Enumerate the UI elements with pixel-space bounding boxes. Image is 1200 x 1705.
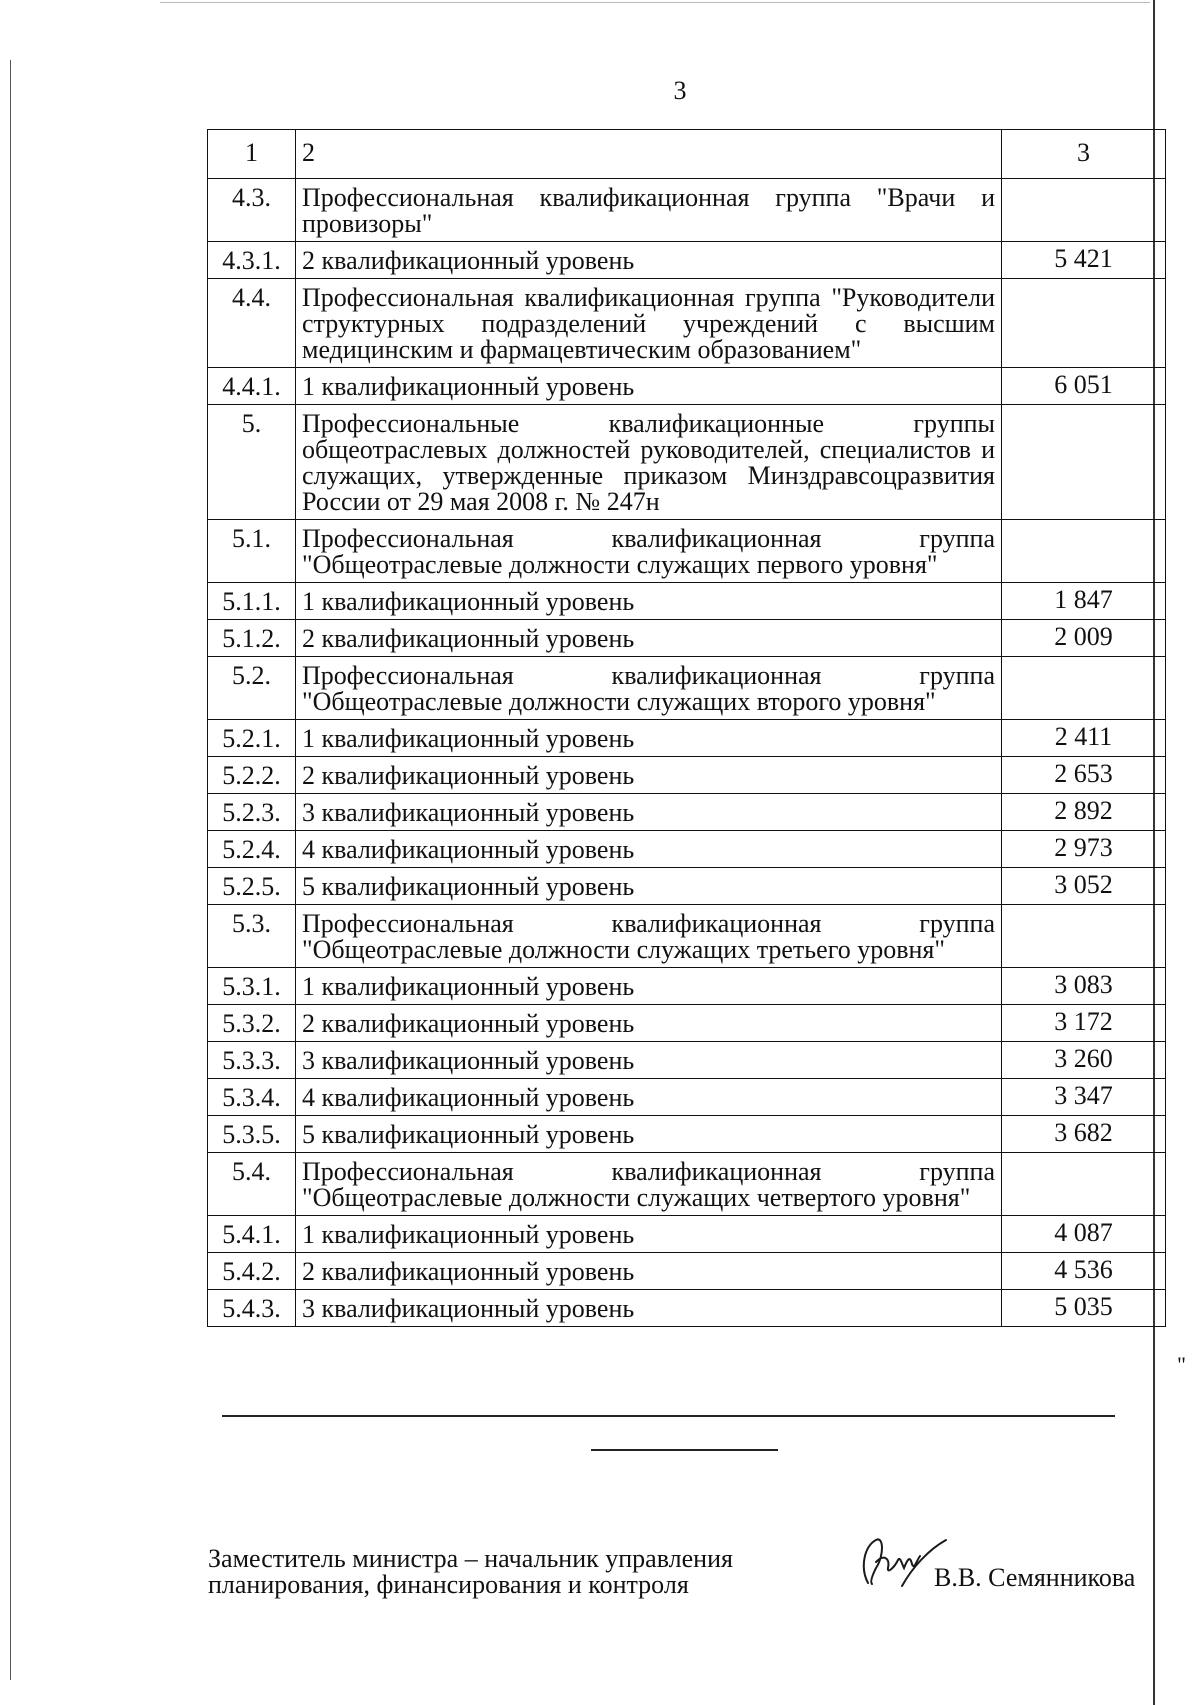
- signer-title-line-2: планирования, финансирования и контроля: [208, 1570, 689, 1599]
- table-row: [208, 794, 1166, 831]
- row-number: 5.3.4.: [208, 1079, 296, 1116]
- row-description: 1 квалификационный уровень: [296, 1216, 1002, 1253]
- header-col-3: 3: [1002, 130, 1166, 179]
- closing-quote: ": [1177, 1352, 1186, 1377]
- table-row: [208, 1253, 1166, 1290]
- table-row: [208, 179, 1166, 242]
- table-row: [208, 868, 1166, 905]
- row-value: 3 052: [1002, 868, 1166, 905]
- row-number: 5.2.1.: [208, 720, 296, 757]
- row-description: 2 квалификационный уровень: [296, 242, 1002, 279]
- row-value: 4 087: [1002, 1216, 1166, 1253]
- signer-title-line-1: Заместитель министра – начальник управления: [208, 1544, 733, 1573]
- table-row: [208, 1116, 1166, 1153]
- table-header-row: [208, 130, 1166, 179]
- page-number: 3: [673, 76, 687, 105]
- row-number: 5.4.2.: [208, 1253, 296, 1290]
- row-value: 2 009: [1002, 620, 1166, 657]
- row-number: 5.2.: [208, 657, 296, 720]
- row-description: 2 квалификационный уровень: [296, 1253, 1002, 1290]
- table-row: [208, 520, 1166, 583]
- row-number: 5.3.2.: [208, 1005, 296, 1042]
- row-description: 5 квалификационный уровень: [296, 1116, 1002, 1153]
- row-description: 1 квалификационный уровень: [296, 368, 1002, 405]
- row-value: [1002, 520, 1166, 583]
- row-number: 5.3.5.: [208, 1116, 296, 1153]
- row-description: Профессиональная квалификационная группа "Врачи и провизоры": [296, 179, 1002, 242]
- row-description: 1 квалификационный уровень: [296, 968, 1002, 1005]
- row-value: 1 847: [1002, 583, 1166, 620]
- row-number: 5.1.: [208, 520, 296, 583]
- row-description: Профессиональная квалификационная группа "Общеотраслевые должности служащих четвертого уровня": [296, 1153, 1002, 1216]
- row-value: 3 682: [1002, 1116, 1166, 1153]
- row-value: 2 653: [1002, 757, 1166, 794]
- table-row: [208, 1042, 1166, 1079]
- table-row: [208, 242, 1166, 279]
- row-value: [1002, 905, 1166, 968]
- row-number: 5.1.2.: [208, 620, 296, 657]
- row-value: 4 536: [1002, 1253, 1166, 1290]
- header-col-1: 1: [208, 130, 296, 179]
- scan-edge-left: [10, 60, 11, 1680]
- row-value: 3 083: [1002, 968, 1166, 1005]
- row-number: 5.1.1.: [208, 583, 296, 620]
- row-number: 5.2.5.: [208, 868, 296, 905]
- row-description: 3 квалификационный уровень: [296, 1042, 1002, 1079]
- row-number: 4.4.1.: [208, 368, 296, 405]
- row-description: 5 квалификационный уровень: [296, 868, 1002, 905]
- row-value: [1002, 179, 1166, 242]
- row-description: 2 квалификационный уровень: [296, 620, 1002, 657]
- table-row: [208, 831, 1166, 868]
- row-number: 5.3.: [208, 905, 296, 968]
- table-row: [208, 368, 1166, 405]
- row-value: 2 892: [1002, 794, 1166, 831]
- row-number: 5.3.3.: [208, 1042, 296, 1079]
- row-number: 4.3.1.: [208, 242, 296, 279]
- row-value: 3 172: [1002, 1005, 1166, 1042]
- row-description: Профессиональная квалификационная группа "Общеотраслевые должности служащих второго уровня": [296, 657, 1002, 720]
- row-value: 2 973: [1002, 831, 1166, 868]
- separator-line-long: [222, 1415, 1115, 1417]
- row-number: 4.3.: [208, 179, 296, 242]
- row-description: Профессиональные квалификационные группы общеотраслевых должностей руководителей, специалистов и служащих, утвержденные приказом Минздравсоцразвития России от 29 мая 2008 г. № 247н: [296, 405, 1002, 520]
- table-row: [208, 1216, 1166, 1253]
- table-row: [208, 620, 1166, 657]
- table-row: [208, 1079, 1166, 1116]
- row-value: 5 035: [1002, 1290, 1166, 1327]
- table-row: [208, 1153, 1166, 1216]
- row-value: 2 411: [1002, 720, 1166, 757]
- table-row: [208, 968, 1166, 1005]
- table-row: [208, 720, 1166, 757]
- table-row: [208, 905, 1166, 968]
- table-row: [208, 1005, 1166, 1042]
- scan-edge-top: [160, 2, 1150, 3]
- row-number: 5.3.1.: [208, 968, 296, 1005]
- row-number: 5.4.1.: [208, 1216, 296, 1253]
- table-row: [208, 279, 1166, 368]
- row-description: Профессиональная квалификационная группа "Общеотраслевые должности служащих третьего уровня": [296, 905, 1002, 968]
- row-value: [1002, 657, 1166, 720]
- row-number: 5.2.3.: [208, 794, 296, 831]
- signer-title: [208, 1546, 828, 1598]
- header-col-2: 2: [296, 130, 1002, 179]
- salary-table: [207, 129, 1166, 1327]
- row-value: [1002, 1153, 1166, 1216]
- row-number: 5.: [208, 405, 296, 520]
- row-description: 1 квалификационный уровень: [296, 583, 1002, 620]
- row-description: 1 квалификационный уровень: [296, 720, 1002, 757]
- row-value: 6 051: [1002, 368, 1166, 405]
- table-body: [208, 130, 1166, 1327]
- row-description: 2 квалификационный уровень: [296, 1005, 1002, 1042]
- row-value: [1002, 279, 1166, 368]
- row-description: 4 квалификационный уровень: [296, 831, 1002, 868]
- table-row: [208, 1290, 1166, 1327]
- signer-name: В.В. Семянникова: [934, 1563, 1136, 1592]
- row-description: 2 квалификационный уровень: [296, 757, 1002, 794]
- row-description: Профессиональная квалификационная группа "Общеотраслевые должности служащих первого уровня": [296, 520, 1002, 583]
- row-value: 5 421: [1002, 242, 1166, 279]
- table-row: [208, 657, 1166, 720]
- table-row: [208, 757, 1166, 794]
- row-value: 3 347: [1002, 1079, 1166, 1116]
- row-value: [1002, 405, 1166, 520]
- separator-line-short: [591, 1449, 778, 1451]
- row-number: 5.2.4.: [208, 831, 296, 868]
- row-number: 5.2.2.: [208, 757, 296, 794]
- row-description: 3 квалификационный уровень: [296, 1290, 1002, 1327]
- row-description: Профессиональная квалификационная группа "Руководители структурных подразделений учреждений с высшим медицинским и фармацевтическим образованием": [296, 279, 1002, 368]
- row-number: 4.4.: [208, 279, 296, 368]
- row-description: 3 квалификационный уровень: [296, 794, 1002, 831]
- table-row: [208, 583, 1166, 620]
- table-row: [208, 405, 1166, 520]
- row-description: 4 квалификационный уровень: [296, 1079, 1002, 1116]
- row-number: 5.4.: [208, 1153, 296, 1216]
- row-number: 5.4.3.: [208, 1290, 296, 1327]
- row-value: 3 260: [1002, 1042, 1166, 1079]
